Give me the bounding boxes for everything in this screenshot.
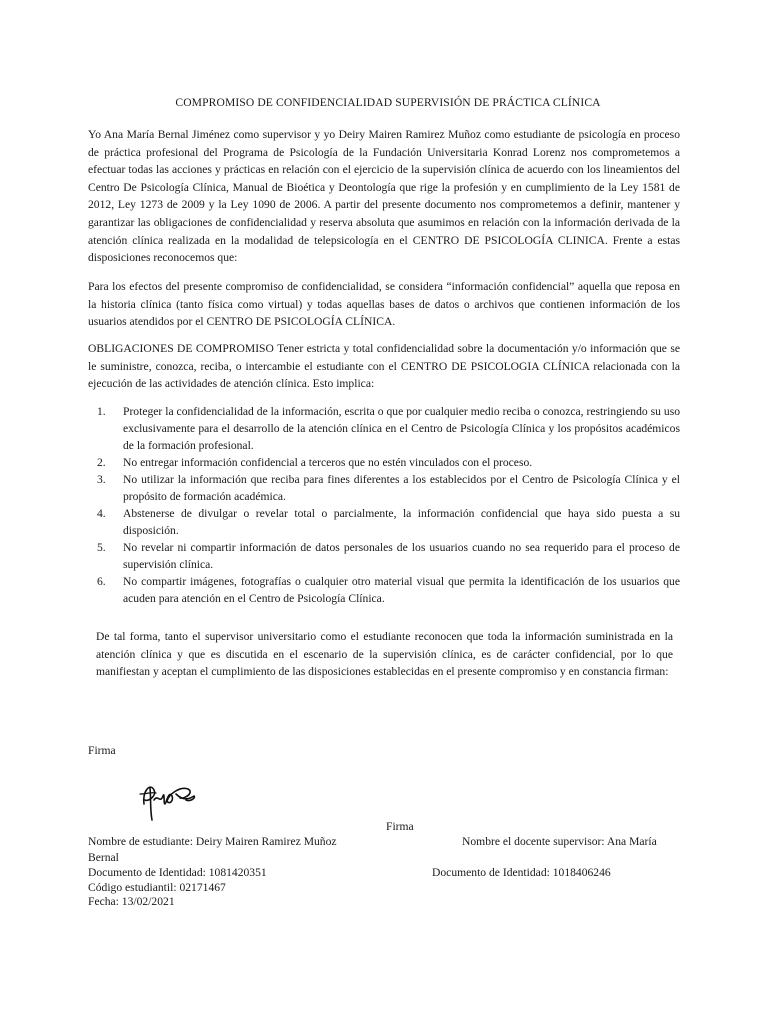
obligations-paragraph: OBLIGACIONES DE COMPROMISO Tener estricta y total confidencialidad sobre la documentación y/o información que se le suministre, conozca, reciba, o intercambie el estudiante con el CENTRO DE PSICOLOGIA CLÍNICA relacionada con la ejecución de las actividades de atención clínica. Esto implica: xyxy=(88,342,680,391)
document-date: Fecha: 13/02/2021 xyxy=(88,895,175,908)
intro-paragraph: Yo Ana María Bernal Jiménez como supervisor y yo Deiry Mairen Ramirez Muñoz como estudiante de psicología en proceso de práctica profesional del Programa de Psicología de la Fundación Universitaria Konrad Lorenz nos comprometemos a efectuar todas las acciones y prácticas en relación con el ejercicio de la supervisión clínica de acuerdo con los lineamientos del Centro De Psicología Clínica, Manual de Bioética y Deontología que rige la profesión y en cumplimiento de la Ley 1581 de 2012, Ley 1273 de 2009 y la Ley 1090 de 2006. A partir del presente documento nos comprometemos a definir, mantener y garantizar las obligaciones de confidencialidad y reserva absoluta que asumimos en relación con la información derivada de la atención clínica realizada en la modalidad de telepsicología en el CENTRO DE PSICOLOGÍA CLINICA. Frente a estas disposiciones reconocemos que: xyxy=(88,128,680,265)
student-id: Documento de Identidad: 1081420351 xyxy=(88,866,267,879)
supervisor-name-continued: Bernal xyxy=(88,851,119,864)
closing-paragraph: De tal forma, tanto el supervisor universitario como el estudiante reconocen que toda la información suministrada en la atención clínica y que es discutida en el escenario de la supervisión clínica, es de carácter confidencial, por lo que manifiestan y aceptan el cumplimiento de las disposiciones establecidas en el presente compromiso y en constancia firman: xyxy=(96,630,673,679)
effects-paragraph: Para los efectos del presente compromiso de confidencialidad, se considera “información confidencial” aquella que reposa en la historia clínica (tanto física como virtual) y todas aquellas bases de datos o archivos que contienen información de los usuarios atendidos por el CENTRO DE PSICOLOGÍA CLÍNICA. xyxy=(88,280,680,329)
list-item: 3. No utilizar la información que reciba para fines diferentes a los establecidos por el Centro de Psicología Clínica y el propósito de formación académica. xyxy=(97,473,680,503)
document-title: COMPROMISO DE CONFIDENCIALIDAD SUPERVISIÓN DE PRÁCTICA CLÍNICA xyxy=(175,96,601,109)
list-item: 1. Proteger la confidencialidad de la información, escrita o que por cualquier medio reciba o conozca, restringiendo su uso exclusivamente para el desarrollo de la atención clínica en el Centro de Psicología Clínica y los propósitos académicos de la formación profesional. xyxy=(97,405,680,452)
supervisor-id: Documento de Identidad: 1018406246 xyxy=(432,866,611,879)
obligations-list xyxy=(88,403,680,607)
list-item: 5. No revelar ni compartir información de datos personales de los usuarios cuando no sea requerido para el proceso de supervisión clínica. xyxy=(97,541,680,571)
list-item: 6. No compartir imágenes, fotografías o cualquier otro material visual que permita la identificación de los usuarios que acuden para atención en el Centro de Psicología Clínica. xyxy=(97,575,680,605)
student-code: Código estudiantil: 02171467 xyxy=(88,881,226,894)
handwritten-signature xyxy=(136,774,200,824)
student-name: Nombre de estudiante: Deiry Mairen Ramirez Muñoz xyxy=(88,835,337,848)
firma-label-right: Firma xyxy=(386,820,414,833)
list-item: 2. No entregar información confidencial a terceros que no estén vinculados con el proceso. xyxy=(97,456,533,469)
list-item: 4. Abstenerse de divulgar o revelar total o parcialmente, la información confidencial que haya sido puesta a su disposición. xyxy=(97,507,680,537)
supervisor-name: Nombre el docente supervisor: Ana María xyxy=(462,835,657,848)
firma-label-left: Firma xyxy=(88,744,116,757)
